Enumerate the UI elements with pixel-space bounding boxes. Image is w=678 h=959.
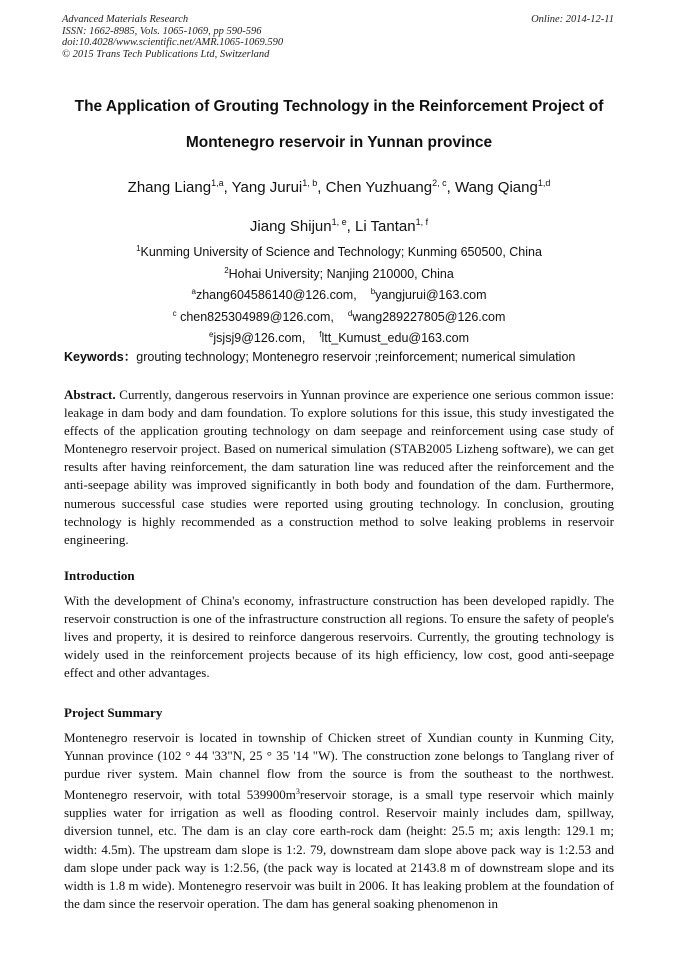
summary-text-part-2: reservoir storage, is a small type reservoir which mainly supplies water for irrigation as well as flooding control. Reservoir mainly includes dam, spillway, diversion tunnel, etc. The dam is an clay core earth-rock dam (height: 25.5 m; axis length: 129.1 m; width: 4.5m). The upstream dam slope is 1:2. 79, downstream dam slope above pack way is 1:2.53 and dam slope under pack way is 1:2.56, (the pack way is located at 2143.8 m of downstream slope and its width is 1.8 m wide). Montenegro reservoir was built in 2006. It has leaking problem at the foundation of the dam since the reservoir operation. The dam has general soaking phenomenon in [64, 787, 614, 911]
publication-header [62, 14, 614, 60]
email-row-3 [40, 326, 638, 348]
superscript-3: 3 [295, 787, 300, 797]
author-affil-mark: 1, e [331, 217, 347, 227]
abstract-label: Abstract. [64, 387, 116, 402]
email-row-1 [40, 283, 638, 305]
email-mark: e [208, 330, 214, 340]
title-line-1: The Application of Grouting Technology in the Reinforcement Project of [74, 98, 604, 115]
online-date: Online: 2014-12-11 [531, 14, 614, 25]
author-line-1 [40, 166, 638, 205]
abstract [64, 386, 614, 549]
author-list [40, 166, 638, 244]
author-name: Yang Jurui [231, 179, 303, 196]
email-mark: f [319, 330, 322, 340]
email-link[interactable]: yangjurui@163.com [375, 288, 487, 303]
affiliation-1 [40, 240, 638, 262]
keywords-label: Keywords： [64, 350, 137, 364]
author-separator: , [446, 179, 455, 196]
introduction-paragraph: With the development of China's economy, infrastructure construction has been developed rapidly. The reservoir construction is one of the infrastructure construction all regions. To ensure the safety of people's lives and property, it is desired to reinforce dangerous reservoirs. Currently, the grouting technology is widely used in the reinforcement projects because of its high efficiency, low cost, good anti-seepage effect and other advantages. [64, 593, 614, 681]
email-link[interactable]: jsjsj9@126.com, [213, 331, 306, 346]
keywords [64, 349, 624, 365]
abstract-text: Currently, dangerous reservoirs in Yunnan province are experience one serious common issue: leakage in dam body and dam foundation. To explore solutions for this issue, this study investigated the effects of the application grouting technology on dam seepage and reinforcement using case study of Montenegro reservoir project. Based on numerical simulation (STAB2005 Lizheng software), we can get results after having reinforcement, the dam saturation line was reduced after the reinforcement and the anti-seepage ability was improved significantly in both body and foundation of the dam. Furthermore, numerous successful case studies were reported using grouting technology. In conclusion, grouting technology is highly recommended as a construction method to solve leaking problems in reservoir engineering. [64, 387, 615, 547]
author-name: Zhang Liang [127, 179, 212, 196]
affiliation-text: Hohai University; Nanjing 210000, China [228, 266, 454, 281]
author-name: Wang Qiang [454, 179, 538, 196]
author-separator: , [346, 218, 355, 235]
email-row-2 [40, 305, 638, 327]
copyright-line: © 2015 Trans Tech Publications Ltd, Switzerland [62, 48, 270, 60]
email-link[interactable]: zhang604586140@126.com, [195, 288, 357, 303]
issn-line: ISSN: 1662-8985, Vols. 1065-1069, pp 590-596 [62, 25, 262, 37]
email-link[interactable]: ltt_Kumust_edu@163.com [321, 331, 470, 346]
author-name: Li Tantan [354, 218, 416, 235]
keywords-text: grouting technology; Montenegro reservoir ;reinforcement; numerical simulation [136, 350, 576, 364]
affiliation-text: Kunming University of Science and Technology; Kunming 650500, China [140, 245, 542, 259]
email-link[interactable]: wang289227805@126.com [352, 309, 506, 324]
affil-mark: 2 [224, 265, 229, 275]
section-heading-project-summary: Project Summary [64, 705, 163, 720]
author-affil-mark: 1,a [211, 178, 224, 188]
project-summary-paragraph [64, 729, 614, 913]
summary-text-part-1: Montenegro reservoir is located in township of Chicken street of Xundian county in Kunming City, Yunnan province (102 ° 44 '33"N, 25 ° 35 '14 "W). The construction zone belongs to Tanglang river of purdue river system. Main channel flow from the source is from the southeast to the northwest. Montenegro reservoir, with total 539900m [64, 730, 614, 803]
email-link[interactable]: chen825304989@126.com, [180, 309, 334, 324]
journal-name: Advanced Materials Research [62, 14, 189, 25]
affiliations [40, 240, 638, 348]
author-line-2 [40, 205, 638, 244]
email-mark: b [370, 287, 376, 297]
author-separator: , [317, 179, 326, 196]
doi-line: doi:10.4028/www.scientific.net/AMR.1065-1069.590 [62, 37, 284, 48]
author-affil-mark: 2, c [432, 178, 447, 188]
section-heading-introduction: Introduction [64, 568, 135, 583]
email-mark: d [347, 308, 353, 318]
email-mark: c [172, 308, 177, 318]
author-name: Jiang Shijun [249, 218, 332, 235]
email-mark: a [191, 287, 196, 297]
author-name: Chen Yuzhuang [325, 179, 433, 196]
affiliation-2 [40, 262, 638, 284]
author-affil-mark: 1, f [415, 217, 429, 227]
affil-mark: 1 [136, 244, 141, 253]
paper-title [40, 89, 638, 161]
author-affil-mark: 1,d [537, 178, 551, 188]
title-line-2: Montenegro reservoir in Yunnan province [185, 134, 493, 151]
author-affil-mark: 1, b [302, 178, 318, 188]
author-separator: , [223, 179, 232, 196]
